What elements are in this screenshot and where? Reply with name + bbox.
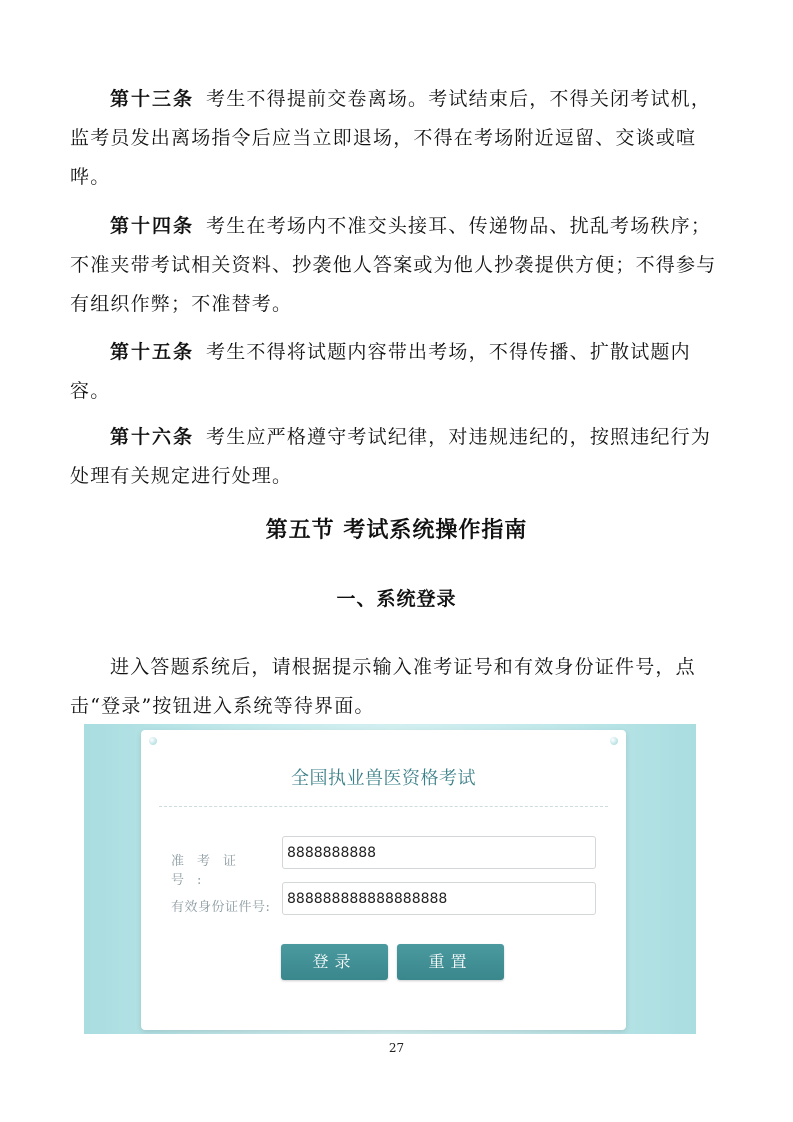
article-text: 考生应严格遵守考试纪律，对违规违纪的，按照违纪行为处理有关规定进行处理。: [70, 426, 712, 487]
article-16: [70, 418, 720, 496]
article-number: 第十四条: [110, 215, 195, 237]
article-number: 第十五条: [110, 341, 195, 363]
sub-title: 一、系统登录: [336, 588, 457, 610]
pin-icon: [149, 737, 157, 745]
login-button[interactable]: 登录: [281, 944, 388, 980]
exam-number-label: 准考证号:: [171, 854, 250, 888]
intro-paragraph: 进入答题系统后，请根据提示输入准考证号和有效身份证件号，点击“登录”按钮进入系统等待界面。: [70, 656, 696, 717]
login-screenshot: [84, 724, 696, 1034]
id-number-input[interactable]: 888888888888888888: [282, 882, 596, 915]
article-15: [70, 333, 720, 411]
article-number: 第十六条: [110, 426, 195, 448]
exam-number-input[interactable]: 8888888888: [282, 836, 596, 869]
page-number: 27: [388, 1041, 405, 1055]
article-text: 考生在考场内不准交头接耳、传递物品、扰乱考场秩序；不准夹带考试相关资料、抄袭他人答案或为他人抄袭提供方便；不得参与有组织作弊；不准替考。: [70, 215, 717, 315]
id-number-label: 有效身份证件号:: [171, 900, 271, 915]
article-13: [70, 80, 720, 197]
article-14: [70, 207, 720, 324]
pin-icon: [610, 737, 618, 745]
login-title: 全国执业兽医资格考试: [291, 768, 476, 789]
divider: [159, 806, 608, 807]
login-card: [141, 730, 626, 1030]
article-number: 第十三条: [110, 88, 195, 110]
reset-button[interactable]: 重置: [397, 944, 504, 980]
article-text: 考生不得提前交卷离场。考试结束后，不得关闭考试机，监考员发出离场指令后应当立即退场，不得在考场附近逗留、交谈或喧哗。: [70, 88, 712, 188]
article-text: 考生不得将试题内容带出考场，不得传播、扩散试题内容。: [70, 341, 691, 402]
section-title: 第五节 考试系统操作指南: [265, 518, 528, 543]
